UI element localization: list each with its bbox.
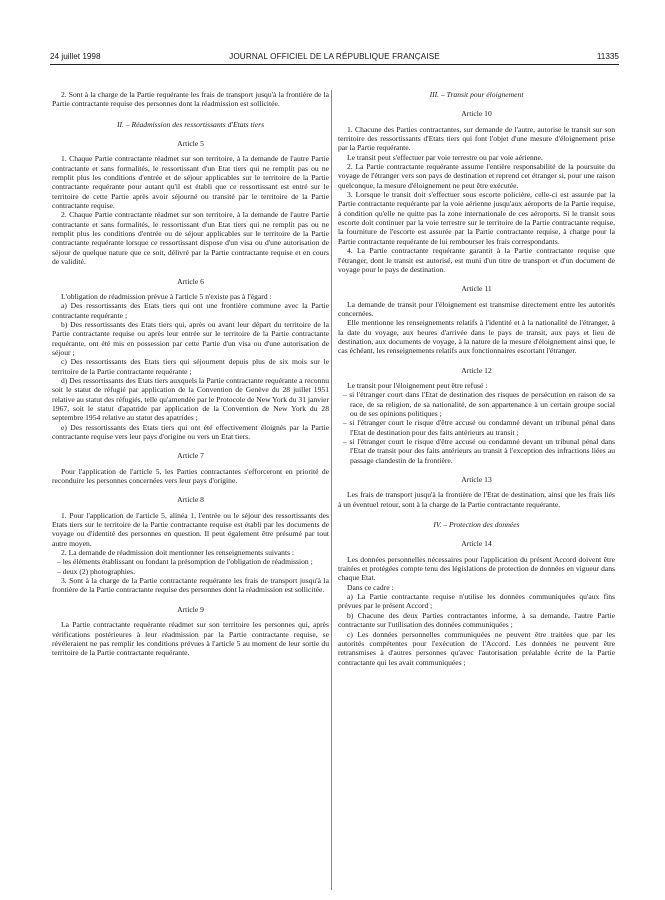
paragraph: Dans ce cadre : [347, 582, 394, 592]
paragraph: 1. Pour l'application de l'article 5, alinéa 1, l'entrée ou le séjour des ressortissants des Etats tiers sur le territoire de la Partie contractante requise est établi par les documents de voyage ou d'identité des personnes en question. Il peut également être présumé par tout autre moyen. [52, 510, 329, 548]
paragraph: 1. Chacune des Parties contractantes, sur demande de l'autre, autorise le transit sur son territoire des ressortissants d'Etats tiers qui font l'objet d'une mesure d'éloignement prise par la Partie requérante. [338, 124, 615, 153]
left-column [52, 90, 329, 658]
paragraph: Les données personnelles nécessaires pour l'application du présent Accord doivent être traitées et protégées compte tenu des législations de protection de données en vigueur dans chaque Etat. [338, 554, 615, 583]
paragraph: Le transit peut s'effectuer par voie terrestre ou par voie aérienne. [347, 152, 543, 162]
paragraph: 2. La demande de réadmission doit mentionner les renseignements suivants : [61, 548, 295, 558]
section-heading: II. – Réadmission des ressortissants d'Etats tiers [116, 119, 265, 129]
paragraph: La Partie contractante requérante réadmet sur son territoire les personnes qui, après vérifications postérieures à leur réadmission par la Partie contractante requise, se révéleraient ne pas remplir les conditions prévues à l'article 5 au moment de leur sortie du territoire de la Partie contractante requérante. [52, 620, 329, 658]
article-title: Article 8 [177, 495, 204, 505]
paragraph: L'obligation de réadmission prévue à l'article 5 n'existe pas à l'égard : [61, 291, 272, 301]
paragraph: Les frais de transport jusqu'à la frontière de l'Etat de destination, ainsi que les frais liés à un éventuel retour, sont à la charge de la Partie contractante requérante. [338, 490, 615, 509]
list-item: e) Des ressortissants des Etats tiers qui ont été effectivement éloignés par la Partie contractante requise vers leur pays d'origine ou vers un Etat tiers. [52, 422, 329, 441]
list-item: – deux (2) photographies. [57, 566, 136, 576]
section-heading: IV. – Protection des données [433, 520, 520, 530]
column-divider [331, 90, 332, 890]
list-item: c) Les données personnelles communiquées ne peuvent être traitées que par les autorités compétentes pour l'exécution de l'Accord. Les données ne peuvent être retransmises à d'autres personnes qu'avec l'autorisation préalable écrite de la Partie contractante qui les avait communiquées ; [338, 629, 615, 667]
article-title: Article 10 [461, 109, 492, 119]
paragraph: 2. Sont à la charge de la Partie requérante les frais de transport jusqu'à la frontière de la Partie contractante requise des personnes dont la réadmission est sollicitée. [52, 90, 329, 109]
header-journal-title: JOURNAL OFFICIEL DE LA RÉPUBLIQUE FRANÇAISE [229, 52, 440, 61]
header-page-number: 11335 [596, 52, 619, 61]
paragraph: 3. Sont à la charge de la Partie contractante requérante les frais de transport jusqu'à la frontière de la Partie contractante requise des personnes dont la réadmission est sollicitée. [52, 576, 329, 595]
article-title: Article 14 [461, 539, 492, 549]
paragraph: 2. Chaque Partie contractante réadmet sur son territoire, à la demande de l'autre Partie contractante et sans formalités, le ressortissant d'un Etat tiers qui ne remplit pas ou ne remplit plus les conditions d'entrée ou de séjour applicables sur le territoire de la Partie contractante requérante lorsque ce ressortissant dispose d'un visa ou d'une autorisation de séjour de quelque nature que ce soit, délivré par la Partie contractante requise et en cours de validité. [52, 210, 329, 267]
article-title: Article 5 [177, 139, 204, 149]
list-item: – les éléments établissant ou fondant la présomption de l'obligation de réadmission ; [57, 557, 313, 567]
list-item: d) Des ressortissants des Etats tiers auxquels la Partie contractante requérante a reconnu soit le statut de réfugié par application de la Convention de Genève du 28 juillet 1951 relative au statut des réfugiés, telle qu'amendée par le Protocole de New York du 31 janvier 1967, soit le statut d'apatride par application de la Convention de New York du 28 septembre 1954 relative au statut des apatrides ; [52, 375, 329, 423]
list-item: b) Chacune des deux Parties contractantes informe, à sa demande, l'autre Partie contractante sur l'utilisation des données communiquées ; [338, 610, 615, 630]
right-column [338, 90, 615, 667]
article-title: Article 7 [177, 451, 204, 461]
paragraph: Elle mentionne les renseignements relatifs à l'identité et à la nationalité de l'étranger, à la date du voyage, aux heures d'arrivée dans le pays de transit, aux pays et lieu de destination, aux documents de voyage, à la nature de la mesure d'éloignement ainsi que, le cas échéant, les renseignements relatifs aux fonctionnaires escortant l'étranger. [338, 318, 615, 356]
paragraph: 3. Lorsque le transit doit s'effectuer sous escorte policière, celle-ci est assurée par la Partie contractante requérante par la voie aérienne jusqu'aux aéroports de la Partie requise, à condition qu'elle ne quitte pas la zone internationale de ces aéroports. Si le transit sous escorte doit continuer par la voie terrestre sur le territoire de la Partie contractante requise, la fourniture de l'escorte est assurée par la Partie contractante requise, à charge pour la Partie contractante requérante de lui rembourser les frais correspondants. [338, 190, 615, 246]
paragraph: 2. La Partie contractante requérante assume l'entière responsabilité de la poursuite du voyage de l'étranger vers son pays de destination et reprend cet étranger si, pour une raison quelconque, la mesure d'éloignement ne peut être exécutée. [338, 162, 615, 190]
list-item: – si l'étranger court le risque d'être accusé ou condamné devant un tribunal pénal dans l'Etat de transit pour des faits antérieurs au transit à l'exception des infractions liées au passage clandestin de la frontière. [343, 437, 615, 465]
header-rule [50, 64, 619, 65]
paragraph: 4. La Partie contractante requérante garantit à la Partie contractante requise que l'étranger, dont le transit est autorisé, est muni d'un titre de transport et d'un document de voyage pour le pays de destination. [338, 246, 615, 274]
list-item: b) Des ressortissants des Etats tiers qui, après ou avant leur départ du territoire de la Partie contractante requise ou après leur entrée sur le territoire de la Partie contractante requérante, ont été mis en possession par cette Partie d'un visa ou d'une autorisation de séjour ; [52, 319, 329, 357]
article-title: Article 13 [461, 475, 492, 485]
list-item: – si l'étranger court le risque d'être accusé ou condamné devant un tribunal pénal dans l'Etat de destination pour des faits antérieurs au transit ; [343, 418, 615, 437]
list-item: c) Des ressortissants des Etats tiers qui séjournent depuis plus de six mois sur le territoire de la Partie contractante requérante ; [52, 357, 329, 376]
article-title: Article 6 [177, 276, 204, 286]
list-item: a) La Partie contractante requise n'utilise les données communiquées qu'aux fins prévues par le présent Accord ; [338, 592, 615, 611]
article-title: Article 11 [461, 284, 492, 294]
paragraph: Le transit pour l'éloignement peut être refusé : [347, 380, 488, 390]
list-item: – si l'étranger court dans l'Etat de destination des risques de persécution en raison de sa race, de sa religion, de sa nationalité, de son appartenance à un certain groupe social ou de ses opinions politiques ; [343, 390, 615, 418]
article-title: Article 12 [461, 365, 492, 375]
paragraph: 1. Chaque Partie contractante réadmet sur son territoire, à la demande de l'autre Partie contractante et sans formalités, le ressortissant d'un Etat tiers qui ne remplit pas ou ne remplit plus les conditions d'entrée et de séjour applicables sur le territoire de la Partie contractante requérante pour autant qu'il est établi que ce ressortissant est entré sur le territoire de cette Partie après avoir séjourné ou transité par le territoire de la Partie contractante requise. [52, 154, 329, 211]
paragraph: Pour l'application de l'article 5, les Parties contractantes s'efforceront en priorité de reconduire les personnes concernées vers leur pays d'origine. [52, 466, 329, 486]
header-date: 24 juillet 1998 [50, 52, 101, 61]
list-item: a) Des ressortissants des Etats tiers qui ont une frontière commune avec la Partie contractante requérante ; [52, 301, 329, 320]
paragraph: La demande de transit pour l'éloignement est transmise directement entre les autorités concernées. [338, 299, 615, 318]
section-heading: III. – Transit pour éloignement [429, 90, 524, 99]
article-title: Article 9 [177, 604, 204, 614]
